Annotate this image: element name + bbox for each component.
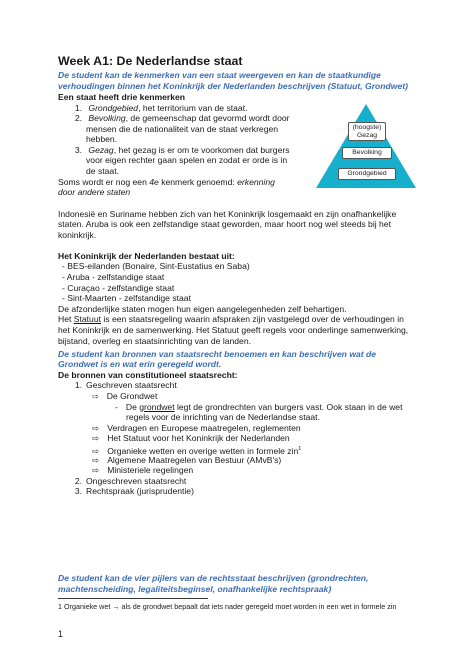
dash: - bbox=[115, 401, 118, 412]
bronnen-sub-item bbox=[92, 455, 281, 466]
kenmerk-term: Grondgebied bbox=[88, 102, 139, 113]
bronnen-item-3 bbox=[62, 486, 194, 497]
kenmerk-number: 1. bbox=[74, 102, 82, 113]
kenmerk-item-2 bbox=[62, 113, 290, 124]
bronnen-sub-text: De Grondwet bbox=[106, 390, 158, 401]
bronnen-number: 1. bbox=[74, 380, 82, 391]
koninkrijk-item bbox=[62, 293, 191, 304]
arrow-icon: ⇨ bbox=[92, 454, 100, 465]
extra-kenmerk-text: Soms wordt er nog een bbox=[58, 176, 150, 187]
bronnen-sub-item bbox=[92, 423, 301, 434]
kenmerken-heading: Een staat heeft drie kenmerken bbox=[58, 91, 186, 102]
learning-goal-3-line-2: machtenscheiding, legaliteitsbeginsel, onafhankelijke rechtspraak) bbox=[58, 583, 332, 594]
kenmerk-number: 2. bbox=[74, 113, 82, 123]
koninkrijk-after: De afzonderlijke staten mogen hun eigen aangelegenheden zelf behartigen. bbox=[58, 303, 347, 314]
bronnen-sub-item bbox=[92, 465, 193, 476]
bronnen-sub-text: Algemene Maatregelen van Bestuur (AMvB's) bbox=[107, 454, 282, 465]
bronnen-item-text: Ongeschreven staatsrecht bbox=[86, 475, 187, 486]
bronnen-number: 3. bbox=[74, 486, 82, 497]
indonesie-line-2: staten. Aruba is ook een zelfstandige staat geworden, maar hoort nog wel steeds bij het bbox=[58, 219, 391, 230]
bronnen-item-text: Rechtspraak (jurisprudentie) bbox=[86, 486, 194, 497]
koninkrijk-item bbox=[62, 283, 174, 294]
kenmerk-item-1 bbox=[62, 103, 247, 114]
statuut-term: Statuut bbox=[73, 314, 101, 325]
extra-kenmerk-line-1 bbox=[58, 177, 275, 188]
statuut-pre: Het bbox=[58, 314, 74, 325]
learning-goal-1-line-1: De student kan de kenmerken van een staat weergeven en kan de staatkundige bbox=[58, 70, 381, 80]
koninkrijk-heading: Het Koninkrijk der Nederlanden bestaat uit: bbox=[58, 250, 235, 261]
bronnen-heading: De bronnen van constitutioneel staatsrecht: bbox=[58, 369, 238, 380]
dash: - bbox=[62, 293, 68, 304]
page-number: 1 bbox=[58, 629, 64, 639]
bronnen-sub-text: Verdragen en Europese maatregelen, reglementen bbox=[107, 422, 301, 433]
bronnen-sub-text: Organieke wetten en overige wetten in formele zin bbox=[107, 445, 299, 456]
kenmerk-item-3-line-3: de staat. bbox=[86, 166, 119, 176]
dash: - bbox=[62, 271, 67, 282]
learning-goal-1-line-2: verhoudingen binnen het Koninkrijk der Nederlanden beschrijven (Statuut, Grondwet) bbox=[58, 80, 408, 91]
arrow-icon: ⇨ bbox=[92, 465, 100, 476]
arrow-icon: ⇨ bbox=[92, 445, 100, 456]
state-pyramid-diagram bbox=[314, 102, 418, 190]
kenmerk-item-3-line-2: voor eigen rechter gaan spelen en zodat er orde is in bbox=[86, 155, 288, 166]
dash: - bbox=[62, 282, 68, 293]
footnote-reference[interactable]: 1 bbox=[298, 445, 302, 452]
extra-kenmerk-number: 4e bbox=[149, 176, 159, 187]
grondwet-description-line-1 bbox=[115, 402, 402, 413]
extra-kenmerk-term: erkenning bbox=[237, 176, 275, 187]
bronnen-number: 2. bbox=[74, 475, 82, 486]
indonesie-line-3: koninkrijk. bbox=[58, 229, 97, 240]
learning-goal-2-line-2: Grondwet is en wat erin geregeld wordt. bbox=[58, 359, 222, 370]
statuut-text: is een staatsregeling waarin afspraken zijn vastgelegd over de verhoudingen in bbox=[101, 314, 404, 325]
bronnen-sub-text: Ministeriele regelingen bbox=[107, 465, 194, 476]
arrow-icon: ⇨ bbox=[92, 433, 100, 444]
indonesie-line-1: Indonesië en Suriname hebben zich van het Koninkrijk losgemaakt en zijn onafhankelijke bbox=[58, 208, 397, 219]
arrow-icon: → bbox=[112, 602, 120, 611]
grondwet-term: grondwet bbox=[139, 401, 175, 412]
page-title: Week A1: De Nederlandse staat bbox=[58, 54, 243, 68]
kenmerk-text: , het territorium van de staat. bbox=[138, 102, 248, 113]
koninkrijk-item-text: Curaçao - zelfstandige staat bbox=[67, 282, 175, 293]
kenmerk-text: , het gezag is er om te voorkomen dat burgers bbox=[113, 144, 290, 155]
koninkrijk-item bbox=[62, 272, 164, 283]
bronnen-item-text: Geschreven staatsrecht bbox=[86, 380, 177, 391]
grondwet-text: legt de grondrechten van burgers vast. Ook staan in de wet bbox=[174, 401, 403, 412]
kenmerk-term: Gezag bbox=[88, 144, 114, 155]
footnote-separator bbox=[58, 598, 208, 599]
kenmerk-item-3 bbox=[62, 145, 290, 156]
bronnen-sub-text: Het Statuut voor het Koninkrijk der Nederlanden bbox=[107, 433, 290, 444]
arrow-icon: ⇨ bbox=[92, 422, 100, 433]
footnote-text-2: als de grondwet bepaalt dat iets nader geregeld moet worden in een wet in formele zin bbox=[119, 602, 397, 611]
statuut-line-1 bbox=[58, 314, 404, 325]
footnote bbox=[58, 602, 396, 611]
pyramid-level-top-label-2: Gezag bbox=[356, 131, 378, 139]
statuut-line-3: bijstand, overleg en staatsinrichting van de landen. bbox=[58, 335, 252, 346]
kenmerk-item-2-line-2: mensen die de nationaliteit van de staat verkregen bbox=[86, 123, 279, 134]
bronnen-item-2 bbox=[62, 476, 186, 487]
koninkrijk-item bbox=[62, 261, 250, 272]
kenmerk-text: , de gemeenschap dat gevormd wordt door bbox=[125, 113, 290, 123]
kenmerk-number: 3. bbox=[74, 144, 82, 155]
pyramid-level-grondgebied: Grondgebied bbox=[338, 168, 396, 180]
extra-kenmerk-line-2: door andere staten bbox=[58, 187, 131, 198]
grondwet-pre: De bbox=[125, 401, 140, 412]
footnote-text: 1 Organieke wet bbox=[58, 602, 113, 611]
bronnen-item-1 bbox=[62, 380, 177, 391]
arrow-icon: ⇨ bbox=[92, 391, 99, 401]
koninkrijk-item-text: Aruba - zelfstandige staat bbox=[66, 271, 165, 282]
statuut-line-2: het Koninkrijk en de samenwerking. Het Statuut geeft regels voor onderlinge samenwerking, bbox=[58, 324, 409, 335]
kenmerk-item-2-line-3: hebben. bbox=[86, 134, 118, 145]
koninkrijk-item-text: BES-eilanden (Bonaire, Sint-Eustatius en Saba) bbox=[67, 261, 250, 272]
pyramid-level-top-label: (hoogste) bbox=[352, 124, 382, 131]
kenmerk-term: Bevolking bbox=[88, 113, 126, 123]
extra-kenmerk-text-2: kenmerk genoemd: bbox=[158, 176, 238, 187]
pyramid-level-bevolking: Bevolking bbox=[342, 147, 392, 159]
pyramid-level-gezag bbox=[348, 122, 386, 141]
dash: - bbox=[62, 261, 68, 272]
bronnen-sub-item bbox=[92, 433, 290, 444]
learning-goal-3-line-1: De student kan de vier pijlers van de rechtsstaat beschrijven (grondrechten, bbox=[58, 573, 369, 583]
koninkrijk-item-text: Sint-Maarten - zelfstandige staat bbox=[67, 293, 191, 304]
learning-goal-2-line-1: De student kan bronnen van staatsrecht benoemen en kan beschrijven wat de bbox=[58, 348, 377, 359]
grondwet-description-line-2: regels voor de inrichting van de Nederlandse staat. bbox=[126, 412, 320, 423]
